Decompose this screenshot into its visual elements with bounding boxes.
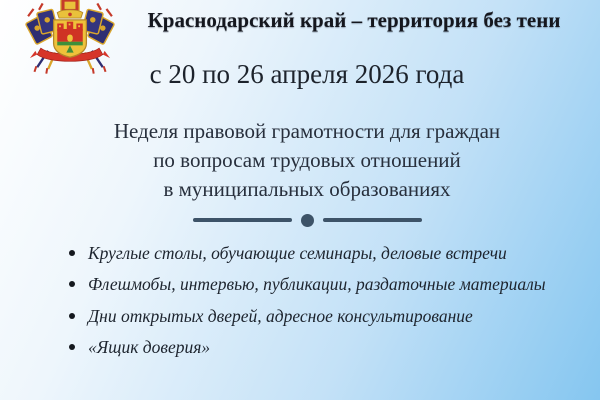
content-area — [0, 60, 600, 356]
list-item — [67, 244, 600, 262]
list-item — [67, 307, 600, 325]
event-description-line: Неделя правовой грамотности для граждан — [113, 118, 501, 143]
event-description — [14, 117, 600, 204]
divider-dot-icon — [301, 214, 314, 227]
date-range: с 20 по 26 апреля 2026 года — [149, 59, 465, 90]
activities-list — [67, 244, 600, 357]
list-item-text: Дни открытых дверей, адресное консультирование — [88, 305, 473, 326]
section-divider — [14, 214, 600, 227]
list-item-text: Круглые столы, обучающие семинары, деловые встречи — [88, 242, 507, 263]
event-description-line: в муниципальных образованиях — [163, 176, 451, 201]
shield — [54, 20, 87, 57]
crown-banner — [57, 0, 83, 18]
divider-left-bar — [193, 218, 292, 222]
krasnodar-krai-coat-of-arms-icon — [24, 0, 116, 80]
list-item-text: Флешмобы, интервью, публикации, раздаточные материалы — [88, 274, 546, 295]
list-item — [67, 338, 600, 356]
list-item-text: «Ящик доверия» — [88, 337, 211, 357]
divider-right-bar — [323, 218, 422, 222]
list-item — [67, 275, 600, 293]
event-description-line: по вопросам трудовых отношений — [153, 147, 461, 172]
page-title: Краснодарский край – территория без тени — [147, 8, 561, 32]
